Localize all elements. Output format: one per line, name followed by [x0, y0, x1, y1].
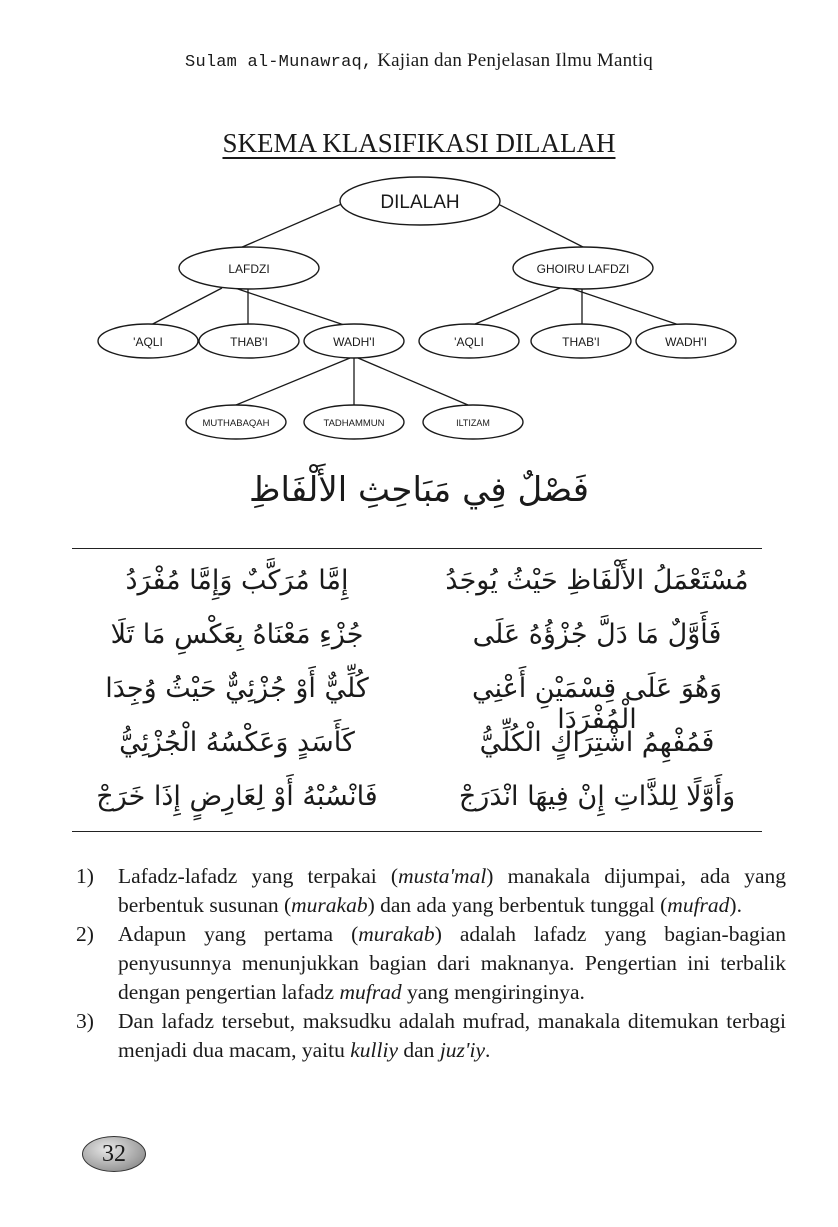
- note-term: juz'iy: [439, 1038, 486, 1062]
- note-text: Lafadz-lafadz yang terpakai (: [118, 864, 399, 888]
- node-lafdzi-wadhi-label: WADH'I: [333, 335, 375, 349]
- node-dilalah-label: DILALAH: [380, 192, 460, 213]
- edge-wadhi-iltizam: [358, 358, 468, 405]
- edge-lafdzi-wadhi: [235, 288, 350, 327]
- explanation-notes: [76, 862, 786, 1065]
- page-number-badge: [82, 1136, 146, 1172]
- note-term: murakab: [291, 893, 368, 917]
- note-term: kulliy: [350, 1038, 399, 1062]
- note-text: Dan lafadz tersebut, maksudku adalah mufrad, manakala ditemukan terbagi menjadi dua macam, yaitu: [118, 1009, 786, 1062]
- node-muthabaqah-label: MUTHABAQAH: [202, 418, 270, 429]
- verse-3-second-hemistich: كُلِّيٌّ أَوْ جُزْئِيٌّ حَيْثُ وُجِدَا: [105, 673, 369, 704]
- note-number: 2): [76, 922, 94, 946]
- verse-1: [72, 555, 762, 611]
- note-item: [76, 862, 786, 920]
- note-text: ).: [729, 893, 742, 917]
- scheme-title-text: SKEMA KLASIFIKASI DILALAH: [222, 128, 616, 158]
- node-tadhammun-label: TADHAMMUN: [323, 418, 385, 429]
- note-text: ) adalah lafadz yang bagian-bagian penyusunnya menunjukkan bagian dari maknanya. Pengertian ini terbalik dengan pengertian lafadz: [118, 922, 787, 1004]
- node-lafdzi-aqli-label: 'AQLI: [133, 335, 163, 349]
- verse-3: [72, 663, 762, 735]
- note-term: mufrad: [339, 980, 402, 1004]
- dilalah-classification-diagram: [0, 170, 838, 460]
- verse-1-second-hemistich: إِمَّا مُرَكَّبٌ وَإِمَّا مُفْرَدُ: [125, 565, 349, 596]
- edge-ghoiru-aqli: [468, 288, 560, 327]
- note-text: .: [485, 1038, 491, 1062]
- note-text: yang mengiringinya.: [401, 980, 585, 1004]
- verse-1-first-hemistich: مُسْتَعْمَلُ الأَلْفَاظِ حَيْثُ يُوجَدُ: [445, 565, 749, 596]
- node-ghoiru-aqli-label: 'AQLI: [454, 335, 484, 349]
- header-book-title-mono: Sulam al-Munawraq,: [185, 53, 373, 72]
- note-item: [76, 1007, 786, 1065]
- note-term: mufrad: [667, 893, 730, 917]
- page-number: 32: [102, 1141, 126, 1167]
- verse-2-second-hemistich: جُزْءِ مَعْنَاهُ بِعَكْسِ مَا تَلَا: [110, 619, 364, 650]
- header-book-title-rest: Kajian dan Penjelasan Ilmu Mantiq: [377, 50, 653, 71]
- note-term: musta'mal: [398, 864, 487, 888]
- scheme-title: [0, 128, 838, 159]
- verse-4-second-hemistich: كَأَسَدٍ وَعَكْسُهُ الْجُزْئِيُّ: [119, 727, 355, 758]
- node-ghoiru-wadhi-label: WADH'I: [665, 335, 707, 349]
- edge-ghoiru-wadhi: [570, 288, 685, 327]
- edge-root-lafdzi: [240, 202, 346, 248]
- note-number: 1): [76, 864, 94, 888]
- note-item: [76, 920, 786, 1007]
- note-text: ) dan ada yang berbentuk tunggal (: [367, 893, 668, 917]
- verse-4: [72, 717, 762, 773]
- edge-root-ghoiru: [494, 202, 585, 248]
- edge-wadhi-muthabaqah: [236, 358, 350, 405]
- running-header: [0, 50, 838, 72]
- verse-2-first-hemistich: فَأَوَّلٌ مَا دَلَّ جُزْؤُهُ عَلَى: [472, 619, 722, 650]
- node-ghoiru-lafdzi-label: GHOIRU LAFDZI: [536, 262, 630, 276]
- edge-lafdzi-aqli: [145, 288, 222, 328]
- node-lafdzi-thabi-label: THAB'I: [230, 335, 268, 349]
- verse-2: [72, 609, 762, 665]
- note-text: Adapun yang pertama (: [118, 922, 359, 946]
- note-number: 3): [76, 1009, 94, 1033]
- poem-verses: [72, 548, 762, 832]
- note-text: ) manakala dijumpai, ada yang berbentuk susunan (: [118, 864, 786, 917]
- verse-5: [72, 771, 762, 827]
- node-lafdzi-label: LAFDZI: [228, 262, 270, 276]
- arabic-section-title: فَصْلٌ فِي مَبَاحِثِ الأَلْفَاظِ: [249, 470, 589, 510]
- note-term: murakab: [358, 922, 435, 946]
- verse-5-second-hemistich: فَانْسُبْهُ أَوْ لِعَارِضٍ إِذَا خَرَجْ: [96, 781, 378, 812]
- verse-4-first-hemistich: فَمُفْهِمُ اشْتِرَاكٍ الْكُلِّيُّ: [479, 727, 715, 758]
- verse-3-first-hemistich: وَهُوَ عَلَى قِسْمَيْنِ أَعْنِي الْمُفْرَدَا: [471, 673, 723, 735]
- note-text: dan: [398, 1038, 440, 1062]
- node-iltizam-label: ILTIZAM: [456, 418, 490, 428]
- verse-5-first-hemistich: وَأَوَّلًا لِلذَّاتِ إِنْ فِيهَا انْدَرَجْ: [458, 781, 736, 812]
- node-ghoiru-thabi-label: THAB'I: [562, 335, 600, 349]
